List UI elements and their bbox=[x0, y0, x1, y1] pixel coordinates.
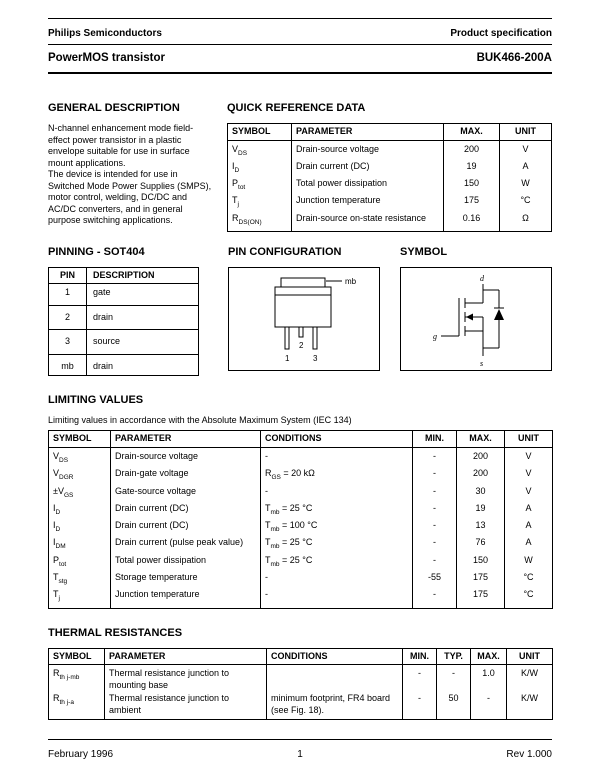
cell-description: source bbox=[87, 330, 199, 355]
table-row bbox=[49, 571, 553, 588]
header-company: Philips Semiconductors bbox=[48, 28, 162, 39]
general-description-heading: GENERAL DESCRIPTION bbox=[48, 102, 180, 114]
cell-conditions: $T_{mb} = 100$ °C bbox=[261, 519, 413, 536]
cell-min: -55 bbox=[413, 571, 457, 588]
general-description-paragraph-1: N-channel enhancement mode field-effect power transistor in a plastic envelope suitable for use in surface mount applications. bbox=[48, 123, 194, 168]
table-row bbox=[49, 536, 553, 553]
package-body bbox=[275, 287, 331, 327]
col-header-min: MIN. bbox=[413, 431, 457, 448]
cell-parameter: Total power dissipation bbox=[111, 554, 261, 571]
cell-symbol: $V_{DS}$ bbox=[53, 450, 69, 464]
col-header-max: MAX. bbox=[444, 124, 500, 141]
cell-min: - bbox=[413, 588, 457, 608]
cell-max: - bbox=[471, 692, 507, 720]
col-header-conditions: CONDITIONS bbox=[267, 648, 403, 665]
limiting-values-section bbox=[48, 394, 552, 608]
table-row bbox=[49, 485, 553, 502]
cell-max: 200 bbox=[457, 447, 505, 467]
cell-symbol: $I_D$ bbox=[53, 520, 61, 533]
symbol-section bbox=[400, 246, 552, 377]
cell-unit: °C bbox=[500, 194, 552, 211]
thermal-resistances-heading: THERMAL RESISTANCES bbox=[48, 626, 183, 639]
cell-unit: °C bbox=[505, 571, 553, 588]
cell-symbol: $R_{th j-a}$ bbox=[53, 693, 74, 706]
cell-max: 150 bbox=[457, 554, 505, 571]
cell-conditions: - bbox=[261, 447, 413, 467]
top-content-row bbox=[48, 102, 552, 232]
table-row bbox=[49, 305, 199, 330]
symbol-figure bbox=[400, 267, 552, 371]
cell-conditions: $R_{GS} = 20$ kΩ bbox=[261, 467, 413, 484]
cell-conditions: minimum footprint, FR4 board (see Fig. 18). bbox=[267, 692, 403, 720]
col-header-conditions: CONDITIONS bbox=[261, 431, 413, 448]
cell-unit: K/W bbox=[507, 665, 553, 693]
cell-max: 13 bbox=[457, 519, 505, 536]
col-header-typ: TYP. bbox=[437, 648, 471, 665]
pinning-heading: PINNING - SOT404 bbox=[48, 245, 145, 258]
cell-typ: 50 bbox=[437, 692, 471, 720]
col-header-unit: UNIT bbox=[507, 648, 553, 665]
cell-max: 150 bbox=[444, 177, 500, 194]
cell-max: 200 bbox=[444, 140, 500, 160]
product-title: PowerMOS transistor bbox=[48, 52, 165, 64]
quick-reference-heading: QUICK REFERENCE DATA bbox=[227, 102, 366, 114]
part-number: BUK466-200A bbox=[476, 52, 552, 64]
cell-max: 200 bbox=[457, 467, 505, 484]
thermal-resistances-section bbox=[48, 627, 552, 721]
cell-unit: A bbox=[505, 536, 553, 553]
cell-unit: Ω bbox=[500, 212, 552, 232]
cell-parameter: Drain-source on-state resistance bbox=[292, 212, 444, 232]
cell-max: 0.16 bbox=[444, 212, 500, 232]
cell-min: - bbox=[403, 692, 437, 720]
col-header-description: DESCRIPTION bbox=[87, 267, 199, 284]
cell-conditions: $T_{mb} = 25$ °C bbox=[261, 536, 413, 553]
cell-max: 1.0 bbox=[471, 665, 507, 693]
title-row bbox=[48, 45, 552, 72]
cell-parameter: Storage temperature bbox=[111, 571, 261, 588]
label-source: s bbox=[480, 358, 484, 368]
cell-symbol: $T_{stg}$ bbox=[53, 572, 68, 585]
table-row bbox=[49, 330, 199, 355]
footer-date: February 1996 bbox=[48, 749, 114, 760]
cell-parameter: Total power dissipation bbox=[292, 177, 444, 194]
cell-parameter: Drain-source voltage bbox=[292, 140, 444, 160]
pin-configuration-heading: PIN CONFIGURATION bbox=[228, 245, 342, 258]
cell-min: - bbox=[403, 665, 437, 693]
label-drain: d bbox=[480, 273, 484, 283]
cell-conditions bbox=[267, 665, 403, 693]
body-arrow bbox=[466, 313, 473, 320]
cell-max: 19 bbox=[457, 502, 505, 519]
table-row bbox=[228, 177, 552, 194]
cell-conditions: $T_{mb} = 25$ °C bbox=[261, 502, 413, 519]
cell-unit: W bbox=[500, 177, 552, 194]
cell-parameter: Drain current (pulse peak value) bbox=[111, 536, 261, 553]
cell-pin: mb bbox=[49, 354, 87, 376]
table-header-row bbox=[49, 431, 553, 448]
label-pin-3: 3 bbox=[313, 353, 318, 363]
table-row bbox=[49, 692, 553, 720]
cell-symbol: $P_{tot}$ bbox=[53, 554, 67, 568]
col-header-parameter: PARAMETER bbox=[105, 648, 267, 665]
cell-conditions: - bbox=[261, 485, 413, 502]
col-header-parameter: PARAMETER bbox=[111, 431, 261, 448]
pin-leg-3 bbox=[313, 327, 317, 349]
cell-description: gate bbox=[87, 284, 199, 306]
cell-max: 19 bbox=[444, 160, 500, 177]
limiting-values-heading: LIMITING VALUES bbox=[48, 394, 144, 407]
cell-min: - bbox=[413, 536, 457, 553]
cell-symbol: $I_D$ bbox=[232, 160, 240, 174]
cell-symbol: $\pm V_{GS}$ bbox=[53, 485, 74, 499]
general-description-paragraph-2: The device is intended for use in Switched Mode Power Supplies (SMPS), motor control, welding, DC/DC and AC/DC converters, and in general purpose switching applications. bbox=[48, 169, 212, 225]
cell-symbol: $I_{DM}$ bbox=[53, 537, 66, 551]
cell-parameter: Thermal resistance junction to ambient bbox=[105, 692, 267, 720]
title-rule bbox=[48, 72, 552, 74]
cell-parameter: Thermal resistance junction to mounting base bbox=[105, 665, 267, 693]
cell-min: - bbox=[413, 485, 457, 502]
sot404-package-drawing bbox=[229, 268, 379, 370]
cell-min: - bbox=[413, 467, 457, 484]
cell-unit: K/W bbox=[507, 692, 553, 720]
table-row bbox=[49, 554, 553, 571]
cell-symbol: $P_{tot}$ bbox=[232, 178, 246, 191]
pinning-section bbox=[48, 246, 228, 377]
pin-leg-2 bbox=[299, 327, 303, 337]
quick-reference-section bbox=[227, 102, 552, 232]
cell-parameter: Junction temperature bbox=[292, 194, 444, 211]
table-row bbox=[49, 665, 553, 693]
label-pin-1: 1 bbox=[285, 353, 290, 363]
col-header-max: MAX. bbox=[457, 431, 505, 448]
col-header-symbol: SYMBOL bbox=[49, 431, 111, 448]
cell-max: 175 bbox=[444, 194, 500, 211]
col-header-pin: PIN bbox=[49, 267, 87, 284]
table-row bbox=[49, 467, 553, 484]
cell-parameter: Drain current (DC) bbox=[111, 502, 261, 519]
table-header-row bbox=[49, 267, 199, 284]
thermal-resistances-table bbox=[48, 648, 553, 721]
cell-parameter: Gate-source voltage bbox=[111, 485, 261, 502]
pinning-table bbox=[48, 267, 199, 377]
cell-unit: A bbox=[500, 160, 552, 177]
cell-typ: - bbox=[437, 665, 471, 693]
pin-configuration-figure bbox=[228, 267, 380, 371]
table-row bbox=[49, 502, 553, 519]
cell-description: drain bbox=[87, 305, 199, 330]
table-header-row bbox=[49, 648, 553, 665]
cell-max: 175 bbox=[457, 588, 505, 608]
cell-unit: V bbox=[505, 447, 553, 467]
symbol-heading: SYMBOL bbox=[400, 245, 448, 258]
general-description-section bbox=[48, 102, 227, 232]
page-footer bbox=[48, 739, 552, 760]
cell-unit: V bbox=[500, 140, 552, 160]
cell-symbol: $T_j$ bbox=[232, 195, 239, 209]
cell-parameter: Junction temperature bbox=[111, 588, 261, 608]
cell-max: 30 bbox=[457, 485, 505, 502]
table-row bbox=[49, 519, 553, 536]
cell-min: - bbox=[413, 554, 457, 571]
cell-symbol: $T_j$ bbox=[53, 589, 60, 603]
cell-description: drain bbox=[87, 354, 199, 376]
table-row bbox=[228, 160, 552, 177]
cell-pin: 1 bbox=[49, 284, 87, 306]
table-row bbox=[49, 284, 199, 306]
cell-pin: 2 bbox=[49, 305, 87, 330]
package-tab bbox=[281, 278, 325, 287]
middle-content-row bbox=[48, 246, 552, 377]
cell-parameter: Drain-source voltage bbox=[111, 447, 261, 467]
cell-unit: W bbox=[505, 554, 553, 571]
footer-page-number: 1 bbox=[297, 749, 303, 760]
cell-min: - bbox=[413, 519, 457, 536]
col-header-unit: UNIT bbox=[505, 431, 553, 448]
nmos-symbol-drawing bbox=[401, 268, 551, 370]
cell-max: 175 bbox=[457, 571, 505, 588]
cell-parameter: Drain current (DC) bbox=[292, 160, 444, 177]
body-diode-triangle bbox=[494, 309, 504, 320]
cell-unit: V bbox=[505, 485, 553, 502]
label-pin-2: 2 bbox=[299, 340, 304, 350]
cell-conditions: - bbox=[261, 571, 413, 588]
cell-parameter: Drain current (DC) bbox=[111, 519, 261, 536]
cell-unit: V bbox=[505, 467, 553, 484]
quick-reference-table bbox=[227, 123, 552, 232]
col-header-symbol: SYMBOL bbox=[49, 648, 105, 665]
table-row bbox=[49, 354, 199, 376]
col-header-max: MAX. bbox=[471, 648, 507, 665]
cell-pin: 3 bbox=[49, 330, 87, 355]
table-header-row bbox=[228, 124, 552, 141]
cell-max: 76 bbox=[457, 536, 505, 553]
table-row bbox=[49, 447, 553, 467]
cell-symbol: $V_{DS}$ bbox=[232, 143, 248, 157]
cell-conditions: - bbox=[261, 588, 413, 608]
table-row bbox=[228, 140, 552, 160]
header-spec-type: Product specification bbox=[450, 28, 552, 39]
col-header-symbol: SYMBOL bbox=[228, 124, 292, 141]
label-gate: g bbox=[433, 331, 437, 341]
cell-symbol: $I_D$ bbox=[53, 502, 61, 516]
cell-conditions: $T_{mb} = 25$ °C bbox=[261, 554, 413, 571]
cell-unit: °C bbox=[505, 588, 553, 608]
cell-symbol: $V_{DGR}$ bbox=[53, 468, 74, 482]
cell-symbol: $R_{th j-mb}$ bbox=[53, 668, 80, 681]
page-header bbox=[48, 19, 552, 44]
cell-unit: A bbox=[505, 519, 553, 536]
cell-min: - bbox=[413, 502, 457, 519]
col-header-min: MIN. bbox=[403, 648, 437, 665]
cell-min: - bbox=[413, 447, 457, 467]
cell-symbol: $R_{DS(ON)}$ bbox=[232, 212, 262, 226]
limiting-values-note: Limiting values in accordance with the Absolute Maximum System (IEC 134) bbox=[48, 415, 352, 426]
table-row bbox=[228, 212, 552, 232]
pin-configuration-section bbox=[228, 246, 380, 377]
cell-unit: A bbox=[505, 502, 553, 519]
footer-revision: Rev 1.000 bbox=[506, 749, 552, 760]
col-header-parameter: PARAMETER bbox=[292, 124, 444, 141]
table-row bbox=[228, 194, 552, 211]
pin-leg-1 bbox=[285, 327, 289, 349]
label-mb: mb bbox=[345, 276, 357, 286]
table-row bbox=[49, 588, 553, 608]
limiting-values-table bbox=[48, 430, 553, 608]
col-header-unit: UNIT bbox=[500, 124, 552, 141]
cell-parameter: Drain-gate voltage bbox=[111, 467, 261, 484]
